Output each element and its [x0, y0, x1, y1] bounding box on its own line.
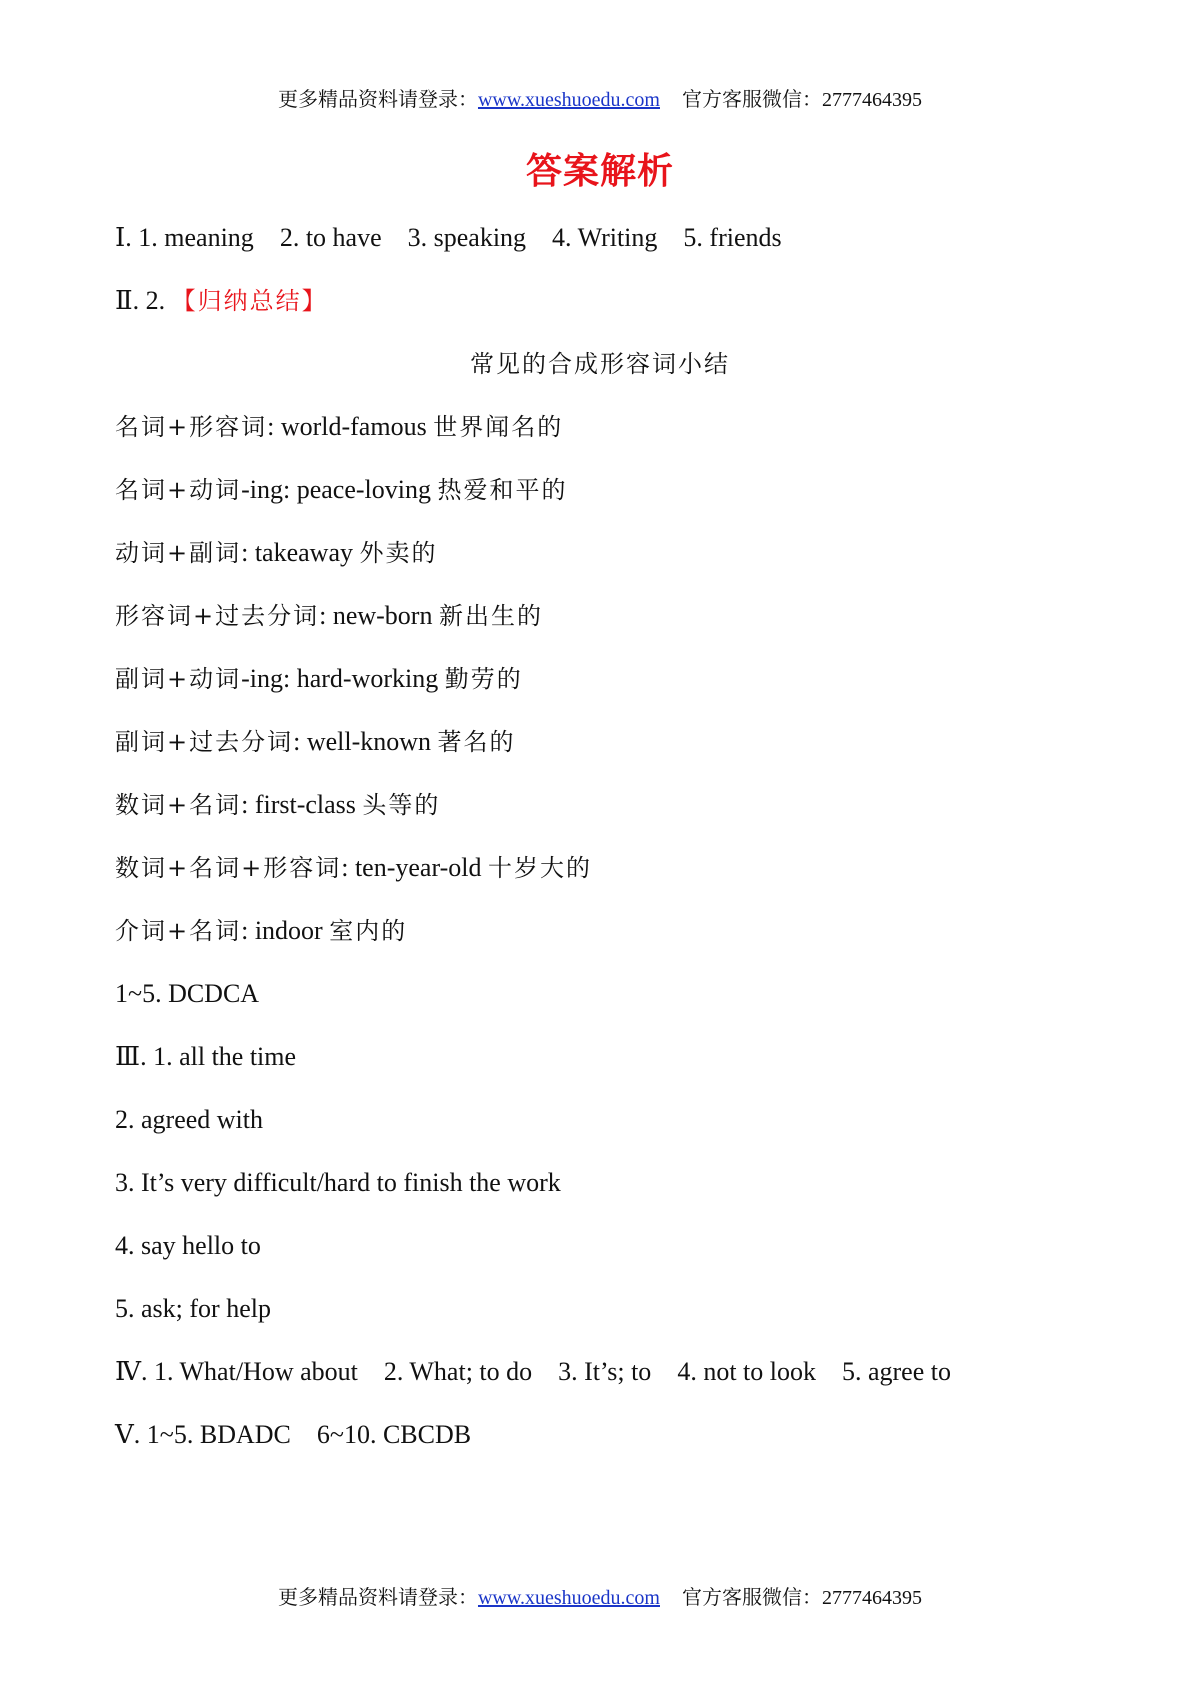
answer-item: 3. It’s; to: [558, 1357, 652, 1386]
section-1-answers: [115, 218, 1115, 281]
section-5-label: Ⅴ.: [115, 1420, 147, 1449]
rule-line: 名词+形容词: world-famous 世界闻名的: [115, 412, 564, 441]
section-3-item: 3. It’s very difficult/hard to finish the work: [115, 1168, 561, 1197]
summary-tag: 【归纳总结】: [171, 287, 328, 315]
answer-content: [115, 218, 1115, 1478]
answer-item: 5. friends: [683, 223, 782, 252]
page-header: [0, 88, 1200, 112]
section-2-heading: [115, 281, 1115, 344]
header-prefix: 更多精品资料请登录：: [277, 89, 478, 111]
footer-prefix: 更多精品资料请登录：: [277, 1587, 478, 1609]
rule-line: 副词+动词-ing: hard-working 勤劳的: [115, 664, 523, 693]
answer-item: 2. to have: [279, 223, 382, 252]
header-wechat: 官方客服微信：2777464395: [682, 89, 922, 111]
header-website-link[interactable]: www.xueshuoedu.com: [477, 89, 660, 111]
rule-line: 动词+副词: takeaway 外卖的: [115, 538, 438, 567]
answer-item: 6~10. CBCDB: [316, 1420, 472, 1449]
rule-line: 数词+名词: first-class 头等的: [115, 790, 441, 819]
rule-line: 副词+过去分词: well-known 著名的: [115, 727, 516, 756]
answer-item: 5. agree to: [841, 1357, 951, 1386]
answer-item: 4. not to look: [677, 1357, 816, 1386]
page-footer: [0, 1586, 1200, 1610]
doc-title: 答案解析: [525, 151, 674, 192]
answer-item: 3. speaking: [407, 223, 527, 252]
footer-website-link[interactable]: www.xueshuoedu.com: [477, 1587, 660, 1609]
section-3-item: 2. agreed with: [115, 1105, 264, 1134]
section-3-first: Ⅲ. 1. all the time: [115, 1042, 297, 1071]
rule-line: 名词+动词-ing: peace-loving 热爱和平的: [115, 475, 568, 504]
section-3-item: 5. ask; for help: [115, 1294, 271, 1323]
section-2-label: Ⅱ. 2.: [115, 286, 172, 315]
section-4-answers: [115, 1352, 1115, 1415]
footer-wechat: 官方客服微信：2777464395: [682, 1587, 922, 1609]
answer-item: 4. Writing: [552, 223, 658, 252]
section-4-label: Ⅳ.: [115, 1357, 154, 1386]
section-1-label: Ⅰ.: [115, 223, 139, 252]
section-3-label: Ⅲ.: [115, 1042, 154, 1071]
rule-line: 形容词+过去分词: new-born 新出生的: [115, 601, 543, 630]
answer-item: 1. What/How about: [153, 1357, 358, 1386]
section-2-answers: 1~5. DCDCA: [115, 979, 260, 1008]
section-5-answers: [115, 1415, 1115, 1478]
rule-line: 介词+名词: indoor 室内的: [115, 916, 408, 945]
rule-line: 数词+名词+形容词: ten-year-old 十岁大的: [115, 853, 592, 882]
answer-item: 2. What; to do: [383, 1357, 533, 1386]
answer-item: 1. meaning: [138, 223, 254, 252]
summary-title: 常见的合成形容词小结: [470, 350, 730, 378]
section-3-item: 4. say hello to: [115, 1231, 261, 1260]
answer-item: 1~5. BDADC: [146, 1420, 291, 1449]
